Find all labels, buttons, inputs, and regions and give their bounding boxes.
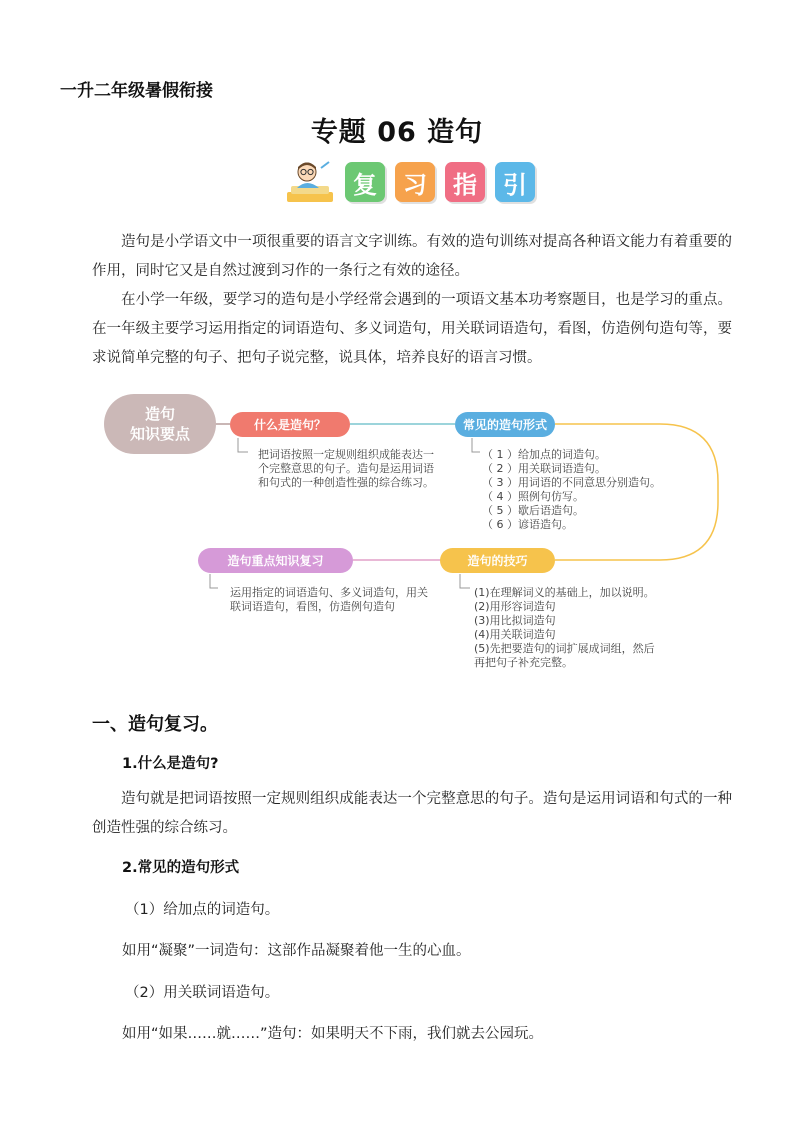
form-1-example: 如用“凝聚”一词造句：这部作品凝聚着他一生的心血。 — [122, 943, 471, 959]
core-line-2: 知识要点 — [129, 425, 190, 443]
list-item: (2)用形容词造句 — [474, 600, 556, 613]
list-item: （ 6 ）谚语造句。 — [482, 518, 573, 531]
list-item: (1)在理解词义的基础上，加以说明。 — [474, 586, 655, 599]
common-forms-list — [482, 448, 661, 532]
list-item: (3)用比拟词造句 — [474, 614, 556, 627]
form-2-example: 如用“如果……就……”造句：如果明天不下雨，我们就去公园玩。 — [122, 1026, 544, 1042]
section-heading: 一、造句复习。 — [92, 714, 218, 735]
question-2-heading: 2.常见的造句形式 — [122, 860, 240, 876]
intro-paragraph-1: 造句是小学语文中一项很重要的语言文字训练。有效的造句训练对提高各种语文能力有着重要的作用，同时它又是自然过渡到习作的一条行之有效的途径。 — [92, 234, 732, 279]
key-review-text: 运用指定的词语造句、多义词造句，用关联词语造句，看图，仿造例句造句 — [230, 586, 428, 613]
techniques-node: 造句的技巧 — [440, 548, 555, 573]
series-title: 一升二年级暑假衔接 — [60, 81, 213, 101]
list-item: （ 3 ）用词语的不同意思分别造句。 — [482, 476, 661, 489]
core-line-1: 造句 — [144, 405, 175, 423]
review-guide-banner — [283, 158, 545, 206]
common-forms-node: 常见的造句形式 — [455, 412, 555, 437]
knowledge-mindmap — [100, 390, 730, 680]
mindmap-core-node — [104, 394, 216, 454]
key-review-node: 造句重点知识复习 — [198, 548, 353, 573]
list-item: （ 2 ）用关联词语造句。 — [482, 462, 606, 475]
list-item: 再把句子补充完整。 — [474, 656, 573, 669]
page-title: 专题 06 造句 — [310, 117, 484, 148]
student-reading-icon — [283, 158, 339, 206]
question-1-heading: 1.什么是造句? — [122, 756, 219, 772]
banner-char-badge: 指 — [445, 162, 485, 202]
list-item: （ 4 ）照例句仿写。 — [482, 490, 584, 503]
question-1-text: 造句就是把词语按照一定规则组织成能表达一个完整意思的句子。造句是运用词语和句式的一种创造性强的综合练习。 — [92, 791, 732, 836]
techniques-list — [474, 586, 655, 670]
form-1-label: （1）给加点的词造句。 — [125, 902, 280, 918]
what-is-sentence-node: 什么是造句？ — [230, 412, 350, 437]
list-item: （ 1 ）给加点的词造句。 — [482, 448, 606, 461]
form-2-label: （2）用关联词语造句。 — [125, 985, 280, 1001]
banner-char-badge: 习 — [395, 162, 435, 202]
list-item: (5)先把要造句的词扩展成词组，然后 — [474, 642, 655, 655]
intro-paragraph-2: 在小学一年级，要学习的造句是小学经常会遇到的一项语文基本功考察题目，也是学习的重点。在一年级主要学习运用指定的词语造句、多义词造句，用关联词语造句，看图，仿造例句造句等，要求说简单完整的句子、把句子说完整，说具体，培养良好的语言习惯。 — [92, 292, 732, 366]
list-item: (4)用关联词造句 — [474, 628, 556, 641]
what-is-sentence-text: 把词语按照一定规则组织成能表达一个完整意思的句子。造句是运用词语和句式的一种创造性强的综合练习。 — [258, 448, 434, 489]
banner-char-badge: 引 — [495, 162, 535, 202]
banner-char-badge: 复 — [345, 162, 385, 202]
list-item: （ 5 ）歇后语造句。 — [482, 504, 584, 517]
